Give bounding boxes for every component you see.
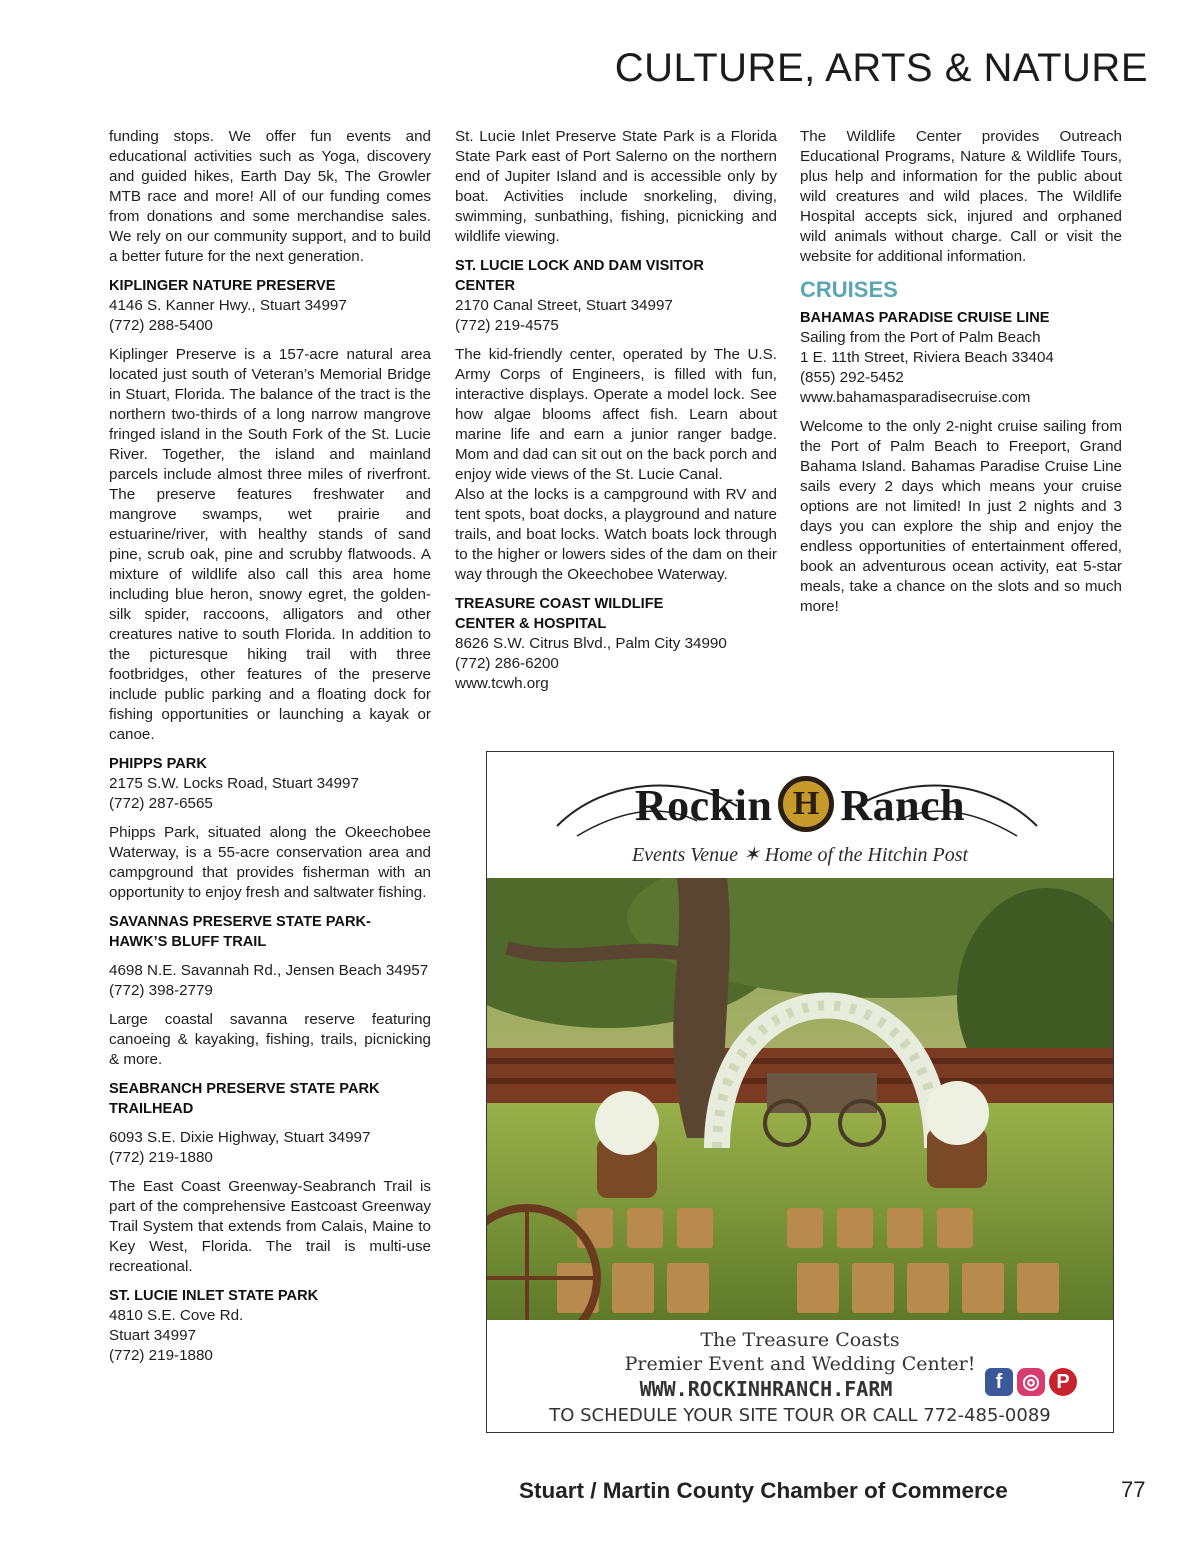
ad-call-to-action: TO SCHEDULE YOUR SITE TOUR OR CALL 772-485-0089 — [549, 1405, 1051, 1426]
ad-subtitle: Events Venue ✶ Home of the Hitchin Post — [631, 844, 969, 866]
ad-logo — [487, 780, 1113, 838]
wildlife-phone: (772) 286-6200 — [455, 655, 559, 672]
bahamas-phone: (855) 292-5452 — [800, 369, 904, 386]
rockin-h-ranch-advertisement[interactable] — [486, 751, 1114, 1433]
footer-organization: Stuart / Martin County Chamber of Commerce — [519, 1478, 1008, 1503]
wildlife-address: 8626 S.W. Citrus Blvd., Palm City 34990 — [455, 635, 727, 652]
ad-logo-left: Rockin — [634, 781, 773, 830]
ad-tagline-2: Premier Event and Wedding Center! — [624, 1353, 976, 1375]
seabranch-heading-line1: SEABRANCH PRESERVE STATE PARK — [109, 1081, 380, 1097]
bahamas-description: Welcome to the only 2-night cruise sailing from the Port of Palm Beach to Freeport, Grand Bahama Island. Bahamas Paradise Cruise Line sails every 2 days which means your cruise options are not limited! In just 2 nights and 3 days you can explore the ship and enjoy the endless opportunities of entertainment offered, book an adventurous ocean activity, eat 5-star meals, take a chance on the slots and so much more! — [800, 418, 1122, 615]
page-number: 77 — [1121, 1477, 1146, 1502]
wedding-venue-photo — [487, 878, 1113, 1320]
wildlife-website[interactable]: www.tcwh.org — [455, 675, 549, 692]
lock-dam-heading-line2: CENTER — [455, 278, 515, 294]
phipps-description: Phipps Park, situated along the Okeechobee Waterway, is a 55-acre conservation area and campground that provides fisherman with an opportunity to enjoy fresh and saltwater fishing. — [109, 824, 431, 901]
kiplinger-address: 4146 S. Kanner Hwy., Stuart 34997 — [109, 297, 347, 314]
wildlife-description: The Wildlife Center provides Outreach Educational Programs, Nature & Wildlife Tours, plus help and information for the public about wild creatures and wild places. The Wildlife Hospital accepts sick, injured and orphaned wild animals without charge. Call or visit the website for additional information. — [800, 128, 1122, 265]
kiplinger-description: Kiplinger Preserve is a 157-acre natural area located just south of Veteran’s Memorial Bridge in Stuart, Florida. The balance of the tract is the northern two-thirds of a long narrow mangrove fringed island in the South Fork of the St. Lucie River. Together, the island and mainland parcels include almost three miles of riverfront. The preserve features freshwater and mangrove swamps, wet prairie and estuarine/river, with healthy stands of sand pine, scrub oak, pine and scrubby flatwoods. A mixture of wildlife also call this area home including blue heron, snowy egret, the golden-silk spider, raccoons, alligators and other creatures native to south Florida. In addition to the picturesque hiking trail with three footbridges, other features of the preserve include public parking and a floating dock for fishing opportunities or launching a kayak or canoe. — [109, 346, 431, 743]
inlet-phone: (772) 219-1880 — [109, 1347, 213, 1364]
inlet-state-park-heading: ST. LUCIE INLET STATE PARK — [109, 1288, 319, 1304]
ad-footer — [487, 1320, 1113, 1433]
bahamas-info — [800, 328, 1122, 408]
kiplinger-phone: (772) 288-5400 — [109, 317, 213, 334]
savannas-phone: (772) 398-2779 — [109, 982, 213, 999]
kiplinger-heading: KIPLINGER NATURE PRESERVE — [109, 278, 336, 294]
savannas-info — [109, 961, 431, 1001]
seabranch-description: The East Coast Greenway-Seabranch Trail is part of the comprehensive Eastcoast Greenway Trail System that extends from Calais, Maine to Key West, Florida. The trail is multi-use recreational. — [109, 1178, 431, 1275]
seabranch-heading-line2: TRAILHEAD — [109, 1101, 194, 1117]
savannas-description: Large coastal savanna reserve featuring canoeing & kayaking, fishing, trails, picnicking & more. — [109, 1011, 431, 1068]
ad-website-link[interactable]: WWW.ROCKINHRANCH.FARM — [639, 1377, 893, 1401]
inlet-address-line1: 4810 S.E. Cove Rd. — [109, 1307, 244, 1324]
instagram-icon[interactable]: ◎ — [1017, 1368, 1045, 1396]
lock-dam-info — [455, 296, 777, 336]
phipps-address: 2175 S.W. Locks Road, Stuart 34997 — [109, 775, 359, 792]
bahamas-heading: BAHAMAS PARADISE CRUISE LINE — [800, 310, 1050, 326]
seabranch-heading — [109, 1079, 431, 1119]
horseshoe-h-icon: H — [778, 776, 834, 832]
phipps-info — [109, 774, 431, 814]
savannas-heading-line1: SAVANNAS PRESERVE STATE PARK- — [109, 914, 371, 930]
bahamas-address: 1 E. 11th Street, Riviera Beach 33404 — [800, 349, 1054, 366]
column-middle — [455, 127, 777, 694]
seabranch-phone: (772) 219-1880 — [109, 1149, 213, 1166]
ad-social-icons — [981, 1368, 1077, 1396]
lock-dam-heading-line1: ST. LUCIE LOCK AND DAM VISITOR — [455, 258, 704, 274]
lock-dam-description-2: Also at the locks is a campground with RV and tent spots, boat docks, a playground and nature trails, and boat locks. Watch boats lock through to the higher or lowers sides of the dam on their way through the Okeechobee Waterway. — [455, 486, 777, 583]
inlet-address-line2: Stuart 34997 — [109, 1327, 196, 1344]
bahamas-website[interactable]: www.bahamasparadisecruise.com — [800, 389, 1031, 406]
intro-paragraph: funding stops. We offer fun events and educational activities such as Yoga, discovery and guided hikes, Earth Day 5k, The Growler MTB race and more! All of our funding comes from donations and some merchandise sales. We rely on our community support, and to build a better future for the next generation. — [109, 128, 431, 265]
wildlife-heading — [455, 594, 777, 634]
ad-header — [487, 752, 1113, 878]
phipps-phone: (772) 287-6565 — [109, 795, 213, 812]
wildlife-info — [455, 634, 777, 694]
ad-logo-right: Ranch — [840, 781, 966, 830]
column-right — [800, 127, 1122, 626]
inlet-description: St. Lucie Inlet Preserve State Park is a Florida State Park east of Port Salerno on the northern end of Jupiter Island and is accessible only by boat. Activities include snorkeling, diving, swimming, sunbathing, fishing, picnicking and wildlife viewing. — [455, 128, 777, 245]
phipps-heading: PHIPPS PARK — [109, 756, 207, 772]
lock-dam-address: 2170 Canal Street, Stuart 34997 — [455, 297, 673, 314]
facebook-icon[interactable]: f — [985, 1368, 1013, 1396]
savannas-address: 4698 N.E. Savannah Rd., Jensen Beach 34957 — [109, 962, 429, 979]
wildlife-heading-line1: TREASURE COAST WILDLIFE — [455, 596, 664, 612]
lock-dam-description-1: The kid-friendly center, operated by The U.S. Army Corps of Engineers, is filled with fun, interactive displays. Operate a model lock. See how algae blooms affect fish. Learn about marine life and earn a junior ranger badge. Mom and dad can sit out on the back porch and enjoy wide views of the St. Lucie Canal. — [455, 346, 777, 483]
savannas-heading — [109, 912, 431, 952]
cruises-section-heading: CRUISES — [800, 277, 898, 302]
ad-tagline-1: The Treasure Coasts — [700, 1329, 900, 1351]
seabranch-address: 6093 S.E. Dixie Highway, Stuart 34997 — [109, 1129, 371, 1146]
kiplinger-info — [109, 296, 431, 336]
seabranch-info — [109, 1128, 431, 1168]
bahamas-line1: Sailing from the Port of Palm Beach — [800, 329, 1041, 346]
wildlife-heading-line2: CENTER & HOSPITAL — [455, 616, 607, 632]
savannas-heading-line2: HAWK’S BLUFF TRAIL — [109, 934, 267, 950]
inlet-state-park-info — [109, 1306, 431, 1366]
column-left — [109, 127, 431, 1366]
pinterest-icon[interactable]: P — [1049, 1368, 1077, 1396]
page-title: CULTURE, ARTS & NATURE — [614, 46, 1148, 90]
lock-dam-phone: (772) 219-4575 — [455, 317, 559, 334]
lock-dam-heading — [455, 256, 777, 296]
